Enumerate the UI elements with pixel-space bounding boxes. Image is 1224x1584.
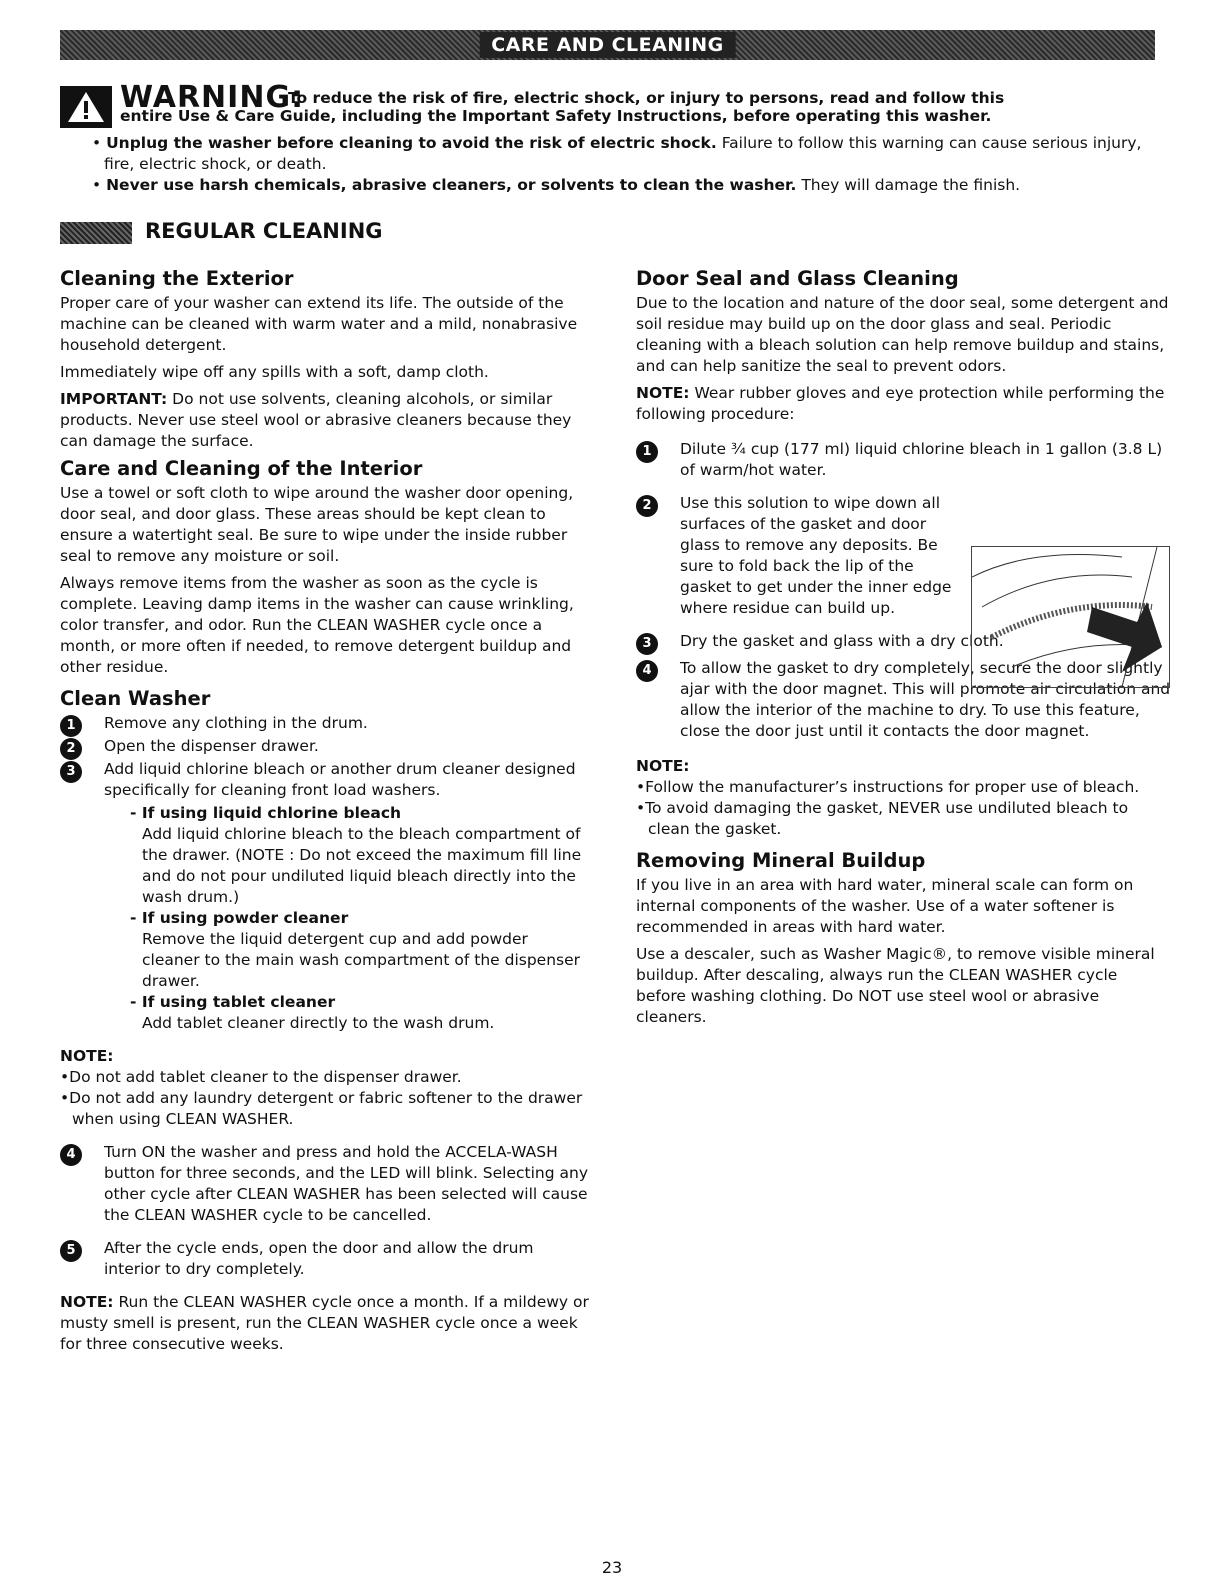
gasket-illustration: [971, 546, 1170, 688]
paragraph: If you live in an area with hard water, mineral scale can form on internal components of the washer. Use of a water softener is recommended in areas with hard water.: [636, 876, 1134, 936]
sub-option-powder: - If using powder cleaner Remove the liquid detergent cup and add powder cleaner to the main wash compartment of the dispenser drawer.: [130, 909, 581, 990]
step-2: 2 Use this solution to wipe down all surfaces of the gasket and door glass to remove any deposits. Be sure to fold back the lip of the gasket to get under the inner edge where residue can build up.: [636, 493, 970, 619]
paragraph: Immediately wipe off any spills with a soft, damp cloth.: [60, 363, 489, 381]
step-3: 3 Add liquid chlorine bleach or another drum cleaner designed specifically for cleaning front load washers.: [60, 759, 590, 801]
section-bar: [60, 222, 132, 244]
note-item: •Follow the manufacturer’s instructions for proper use of bleach.: [636, 778, 1140, 796]
note-item: •Do not add any laundry detergent or fabric softener to the drawer when using CLEAN WASHER.: [60, 1089, 583, 1128]
section-title: REGULAR CLEANING: [145, 219, 383, 243]
heading-mineral-buildup: Removing Mineral Buildup: [636, 849, 926, 872]
paragraph: NOTE: Wear rubber gloves and eye protection while performing the following procedure:: [636, 384, 1165, 423]
warning-line2: entire Use & Care Guide, including the Important Safety Instructions, before operating this washer.: [120, 107, 992, 125]
step-number-icon: 3: [636, 633, 658, 655]
paragraph: IMPORTANT: Do not use solvents, cleaning alcohols, or similar products. Never use steel wool or abrasive cleaners because they can damage the surface.: [60, 390, 572, 450]
page-number: 23: [601, 1558, 623, 1577]
step-number-icon: 1: [636, 441, 658, 463]
step-number-icon: 2: [60, 738, 82, 760]
warning-bullet: • Unplug the washer before cleaning to avoid the risk of electric shock. Failure to follow this warning can cause serious injury, fire, electric shock, or death.: [92, 134, 1142, 173]
step-number-icon: 5: [60, 1240, 82, 1262]
step-4: 4 Turn ON the washer and press and hold the ACCELA-WASH button for three seconds, and the LED will blink. Selecting any other cycle after CLEAN WASHER has been selected will cause the CLEAN WASHER cycle to be cancelled.: [60, 1142, 590, 1226]
final-note: NOTE: Run the CLEAN WASHER cycle once a month. If a mildewy or musty smell is present, run the CLEAN WASHER cycle once a week for three consecutive weeks.: [60, 1293, 589, 1353]
warning-bullets: [92, 133, 1152, 196]
note-item: •Do not add tablet cleaner to the dispenser drawer.: [60, 1068, 462, 1086]
heading-door-seal: Door Seal and Glass Cleaning: [636, 267, 959, 290]
sub-option-tablet: - If using tablet cleaner Add tablet cleaner directly to the wash drum.: [130, 993, 495, 1032]
paragraph: Use a descaler, such as Washer Magic®, to remove visible mineral buildup. After descaling, always run the CLEAN WASHER cycle before washing clothing. Do NOT use steel wool or abrasive cleaners.: [636, 945, 1155, 1026]
heading-exterior: Cleaning the Exterior: [60, 267, 294, 290]
step-5: 5 After the cycle ends, open the door and allow the drum interior to dry completely.: [60, 1238, 590, 1280]
banner-title: CARE AND CLEANING: [479, 32, 736, 58]
warning-bullet: • Never use harsh chemicals, abrasive cleaners, or solvents to clean the washer. They will damage the finish.: [92, 176, 1021, 194]
heading-clean-washer: Clean Washer: [60, 687, 211, 710]
section-banner: [60, 30, 1155, 60]
step-number-icon: 4: [60, 1144, 82, 1166]
note-label: NOTE:: [636, 757, 690, 775]
step-1: 1 Remove any clothing in the drum.: [60, 713, 590, 734]
warning-icon: [60, 86, 112, 128]
left-column: [60, 268, 590, 1361]
warning-title: WARNING:: [120, 80, 305, 115]
paragraph: Due to the location and nature of the door seal, some detergent and soil residue may build up on the door glass and seal. Periodic cleaning with a bleach solution can help remove buildup and stains, and can help sanitize the seal to prevent odors.: [636, 294, 1169, 375]
heading-interior: Care and Cleaning of the Interior: [60, 457, 423, 480]
step-number-icon: 3: [60, 761, 82, 783]
sub-option-bleach: - If using liquid chlorine bleach Add liquid chlorine bleach to the bleach compartment of the drawer. (NOTE : Do not exceed the maximum fill line and do not pour undiluted liquid bleach directly into the wash drum.): [130, 804, 582, 906]
step-number-icon: 4: [636, 660, 658, 682]
note-item: •To avoid damaging the gasket, NEVER use undiluted bleach to clean the gasket.: [636, 799, 1129, 838]
paragraph: Proper care of your washer can extend its life. The outside of the machine can be cleaned with warm water and a mild, nonabrasive household detergent.: [60, 294, 578, 354]
step-3: 3 Dry the gasket and glass with a dry cloth.: [636, 631, 1171, 652]
step-number-icon: 2: [636, 495, 658, 517]
step-2: 2 Open the dispenser drawer.: [60, 736, 590, 757]
paragraph: Always remove items from the washer as soon as the cycle is complete. Leaving damp items in the washer can cause wrinkling, color transfer, and odor. Run the CLEAN WASHER cycle once a month, or more often if needed, to remove detergent buildup and other residue.: [60, 574, 574, 676]
note-label: NOTE:: [60, 1047, 114, 1065]
warning-line1: To reduce the risk of fire, electric shock, or injury to persons, read and follow this: [288, 89, 1005, 107]
paragraph: Use a towel or soft cloth to wipe around the washer door opening, door seal, and door glass. These areas should be kept clean to ensure a watertight seal. Be sure to wipe under the inside rubber seal to remove any moisture or soil.: [60, 484, 574, 565]
step-4: 4 To allow the gasket to dry completely, secure the door slightly ajar with the door magnet. This will promote air circulation and allow the interior of the machine to dry. To use this feature, close the door just until it contacts the door magnet.: [636, 658, 1171, 742]
step-1: 1 Dilute ¾ cup (177 ml) liquid chlorine bleach in 1 gallon (3.8 L) of warm/hot water.: [636, 439, 1171, 481]
step-number-icon: 1: [60, 715, 82, 737]
